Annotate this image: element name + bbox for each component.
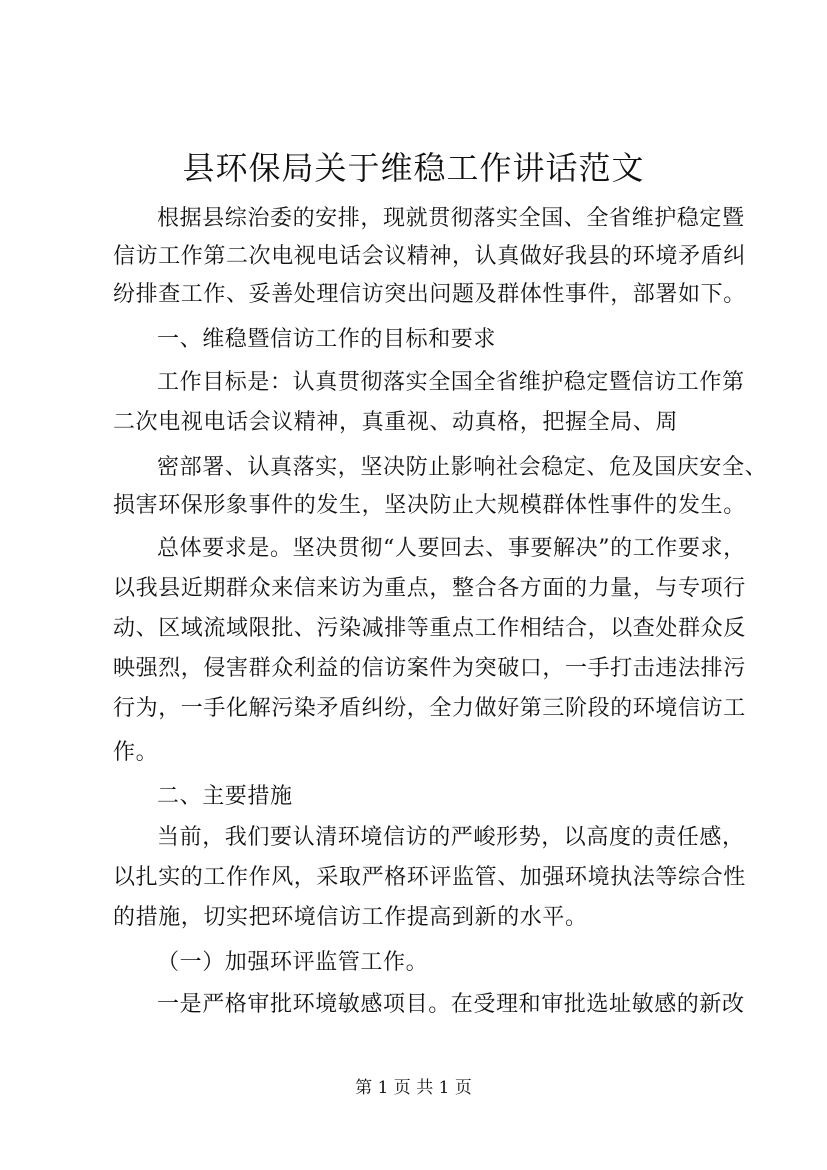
paragraph-line: 损害环保形象事件的发生，坚决防止大规模群体性事件的发生。 [113, 493, 746, 518]
paragraph-line: 行为，一手化解污染矛盾纠纷，全力做好第三阶段的环境信访工 [113, 696, 746, 721]
paragraph-line: 总体要求是。坚决贯彻“人要回去、事要解决”的工作要求， [157, 536, 746, 561]
paragraph-line: 以扎实的工作作风，采取严格环评监管、加强环境执法等综合性 [113, 865, 746, 890]
paragraph-line: 二次电视电话会议精神，真重视、动真格，把握全局、周 [113, 410, 679, 435]
paragraph-line: 信访工作第二次电视电话会议精神，认真做好我县的环境矛盾纠 [113, 244, 746, 269]
paragraph-line: 以我县近期群众来信来访为重点，整合各方面的力量，与专项行 [113, 576, 746, 601]
paragraph-line: 作。 [113, 740, 159, 765]
paragraph-line: 映强烈，侵害群众利益的信访案件为突破口，一手打击违法排污 [113, 656, 746, 681]
paragraph-line: 密部署、认真落实，坚决防止影响社会稳定、危及国庆安全、 [157, 455, 768, 480]
paragraph-line: 纷排查工作、妥善处理信访突出问题及群体性事件，部署如下。 [113, 282, 746, 307]
paragraph-line: 当前，我们要认清环境信访的严峻形势，以高度的责任感， [157, 825, 745, 850]
paragraph-line: 工作目标是：认真贯彻落实全国全省维护稳定暨信访工作第 [157, 370, 745, 395]
paragraph-line: 动、区域流域限批、污染减排等重点工作相结合，以查处群众反 [113, 616, 746, 641]
paragraph-line: 的措施，切实把环境信访工作提高到新的水平。 [113, 905, 588, 930]
subsection-heading: （一）加强环评监管工作。 [157, 950, 429, 975]
section-heading: 二、主要措施 [157, 784, 293, 809]
paragraph-line: 根据县综治委的安排，现就贯彻落实全国、全省维护稳定暨 [157, 206, 745, 231]
section-heading: 一、维稳暨信访工作的目标和要求 [157, 327, 497, 352]
page-number-footer: 第 1 页 共 1 页 [355, 1078, 472, 1098]
document-title: 县环保局关于维稳工作讲话范文 [182, 149, 645, 187]
paragraph-line: 一是严格审批环境敏感项目。在受理和审批选址敏感的新改 [157, 992, 745, 1017]
